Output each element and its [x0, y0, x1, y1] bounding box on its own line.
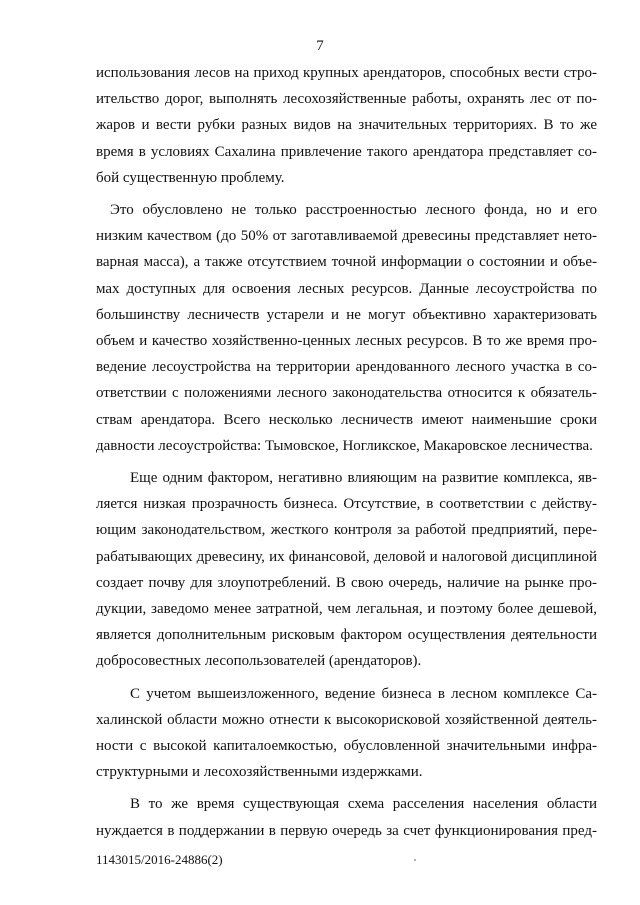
- text-line: рабатывающих древесину, их финансовой, деловой и налоговой дисциплиной: [96, 548, 597, 565]
- paragraph-2: [96, 197, 597, 459]
- text-line: ведение лесоустройства на территории арендованного лесного участка в со-: [96, 359, 597, 376]
- text-line: жаров и вести рубки разных видов на значительных территориях. В то же: [96, 117, 597, 134]
- text-line: давности лесоустройства: Тымовское, Ногликское, Макаровское лесничества.: [96, 437, 593, 454]
- text-line: дукции, заведомо менее затратной, чем легальная, и поэтому более дешевой,: [96, 601, 597, 618]
- text-line: мах доступных для освоения лесных ресурсов. Данные лесоустройства по: [96, 280, 597, 297]
- document-id: 1143015/2016-24886(2): [96, 852, 223, 867]
- paragraph-5: [96, 791, 597, 843]
- text-line-first: С учетом вышеизложенного, ведение бизнеса в лесном комплексе Са-: [130, 685, 597, 702]
- text-line: добросовестных лесопользователей (арендаторов).: [96, 653, 422, 670]
- text-line: ительство дорог, выполнять лесохозяйственные работы, охранять лес от по-: [96, 91, 597, 108]
- text-line-first: Еще одним фактором, негативно влияющим на развитие комплекса, яв-: [130, 470, 597, 487]
- text-line: ответствии с положениями лесного законодательства относится к обязатель-: [96, 385, 597, 402]
- text-line: является дополнительным рисковым фактором осуществления деятельности: [96, 627, 597, 644]
- text-line: большинству лесничеств устарели и не могут объективно характеризовать: [96, 306, 597, 323]
- paragraph-1: [96, 60, 597, 191]
- paragraph-4: [96, 681, 597, 786]
- text-line: использования лесов на приход крупных арендаторов, способных вести стро-: [96, 65, 597, 81]
- text-line: создает почву для злоупотреблений. В свою очередь, наличие на рынке про-: [96, 574, 597, 591]
- text-line: варная масса), а также отсутствием точной информации о состоянии и объе-: [96, 254, 597, 271]
- page-number: 7: [316, 38, 324, 54]
- scan-speck: [414, 859, 416, 861]
- text-line: ствам арендатора. Всего несколько лесничеств имеют наименьшие сроки: [96, 411, 597, 428]
- body-text: [96, 60, 597, 844]
- text-line: структурными и лесохозяйственными издержками.: [96, 764, 423, 781]
- text-line-first: В то же время существующая схема расселения населения области: [130, 796, 597, 813]
- text-line: бой существенную проблему.: [96, 169, 285, 186]
- text-line: ляется низкая прозрачность бизнеса. Отсутствие, в соответствии с действу-: [96, 496, 597, 513]
- text-line: ющим законодательством, жесткого контроля за работой предприятий, пере-: [96, 522, 597, 539]
- text-line: объем и качество хозяйственно-ценных лесных ресурсов. В то же время про-: [96, 333, 597, 350]
- text-line: ности с высокой капиталоемкостью, обусловленной значительными инфра-: [96, 738, 597, 755]
- text-line: халинской области можно отнести к высокорисковой хозяйственной деятель-: [96, 711, 597, 728]
- text-line-first: Это обусловлено не только расстроенностью лесного фонда, но и его: [110, 202, 597, 219]
- paragraph-3: [96, 465, 597, 675]
- text-line: низким качеством (до 50% от заготавливаемой древесины представляет нето-: [96, 228, 597, 245]
- text-line: нуждается в поддержании в первую очередь за счет функционирования пред-: [96, 822, 597, 839]
- text-line: время в условиях Сахалина привлечение такого арендатора представляет со-: [96, 143, 597, 160]
